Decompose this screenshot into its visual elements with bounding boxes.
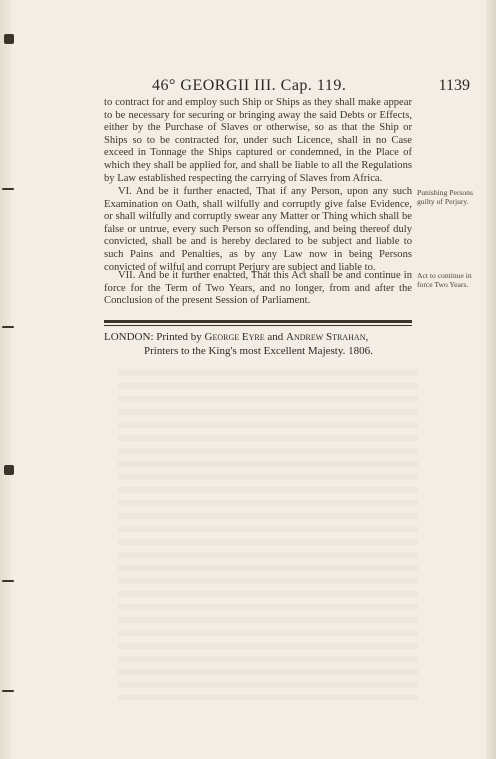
paragraph-continuation bbox=[104, 97, 412, 185]
printer-name: Andrew Strahan, bbox=[286, 331, 369, 343]
paragraph-text: VII. And be it further enacted, That this Act shall be and continue in force for the Term of Two Years, and no longer, from and after the Conclusion of the present Session of Parliament. bbox=[104, 270, 412, 307]
divider-rule bbox=[104, 325, 412, 326]
binding-stitch bbox=[2, 326, 14, 328]
margin-note-perjury: Punishing Persons guilty of Perjury. bbox=[417, 188, 473, 206]
imprint-and: and bbox=[264, 331, 286, 343]
binding-stitch bbox=[4, 465, 14, 475]
binding-stitch bbox=[2, 690, 14, 692]
paragraph-text: to contract for and employ such Ship or Ships as they shall make appear to be necessary for securing or bringing away the said Debts or Effects, either by the Purchase of Slaves or otherwise, so as that the Ship or Ships so to be contracted for, under such Licence, shall in no Case exceed in Tonnage the Ships captured or condemned, in the Place of which they shall be applied for, and shall be liable to all the Regulations by Law established respecting the carrying of Slaves from Africa. bbox=[104, 97, 412, 184]
binding-stitch bbox=[2, 580, 14, 582]
page-number: 1139 bbox=[438, 77, 470, 94]
running-head-title: 46° GEORGII III. Cap. 119. bbox=[152, 77, 347, 94]
binding-stitch bbox=[4, 34, 14, 44]
divider-rule bbox=[104, 320, 412, 323]
imprint-prefix: LONDON: Printed by bbox=[104, 331, 205, 343]
paragraph-section-vi bbox=[104, 186, 412, 274]
paragraph-section-vii bbox=[104, 270, 412, 308]
page-edge bbox=[486, 0, 496, 759]
binding-stitch bbox=[2, 188, 14, 190]
show-through-text bbox=[118, 370, 418, 700]
printer-imprint bbox=[104, 331, 412, 358]
margin-note-duration: Act to continue in force Two Years. bbox=[417, 271, 472, 289]
printer-name: George Eyre bbox=[204, 331, 265, 343]
imprint-line-1 bbox=[104, 331, 412, 345]
imprint-line-2: Printers to the King's most Excellent Majesty. 1806. bbox=[144, 344, 373, 357]
paragraph-text: VI. And be it further enacted, That if any Person, upon any such Examination on Oath, shall wilfully and corruptly give false Evidence, or shall wilfully and corruptly swear any Matter or Thing which shall be false or untrue, every such Person so offending, and being thereof duly convicted, shall be and is hereby declared to be subject and liable to such Pains and Penalties, as by any Law now in being Persons convicted of wilful and corrupt Perjury are subject and liable to. bbox=[104, 186, 412, 273]
binding-spine bbox=[0, 0, 12, 759]
